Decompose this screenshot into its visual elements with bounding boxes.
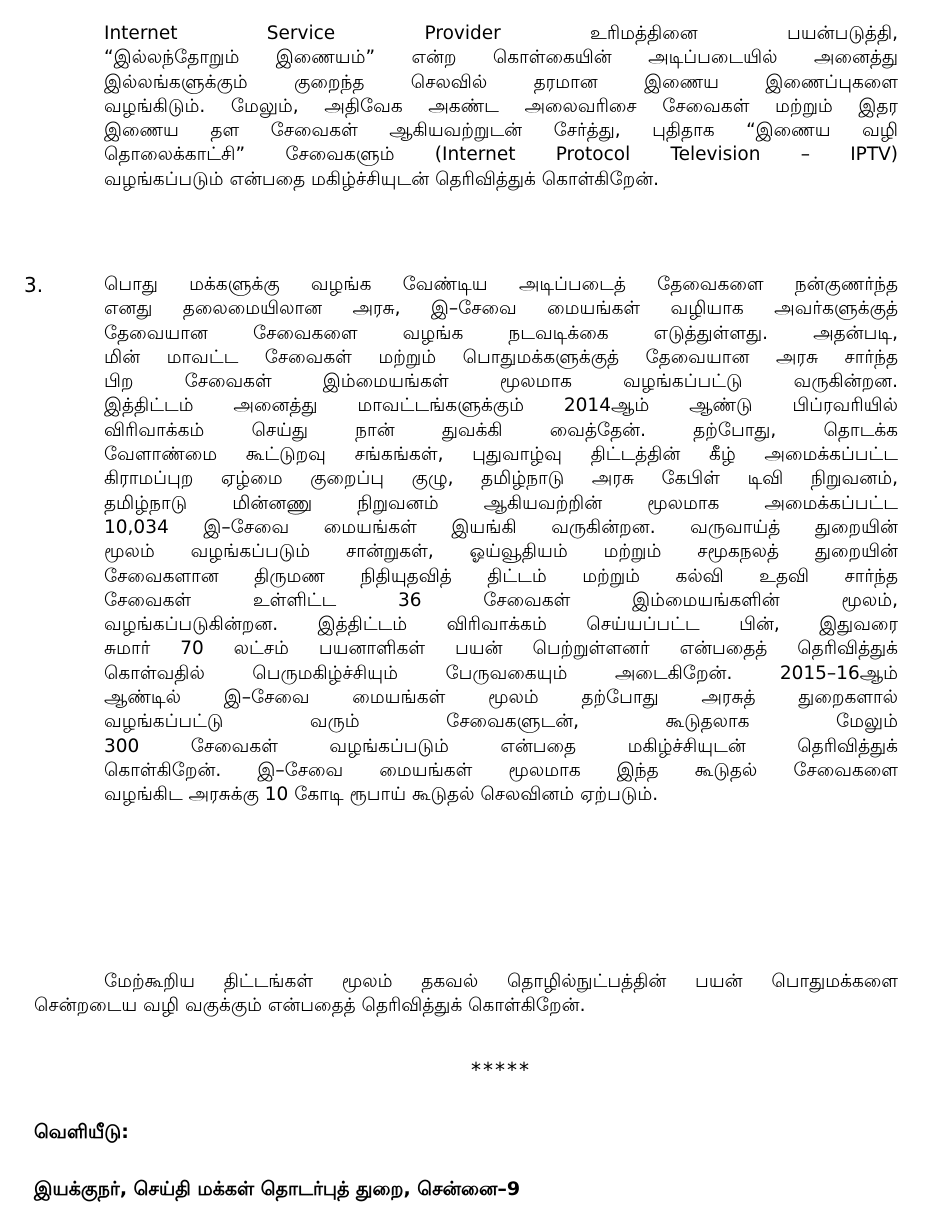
text-line: கொள்கிறேன். இ–சேவை மையங்கள் மூலமாக இந்த கூடுதல் சேவைகளை [104,759,898,781]
text-line: விரிவாக்கம் செய்து நான் துவக்கி வைத்தேன். தற்போது, தொடக்க [104,419,898,441]
text-line: “இல்லந்தோறும் இணையம்” என்ற கொள்கையின் அடிப்படையில் அனைத்து [104,47,898,69]
paragraph-internet-service [104,22,898,192]
text-line: பிற சேவைகள் இம்மையங்கள் மூலமாக வழங்கப்பட்டு வருகின்றன. [104,371,898,393]
text-line: தேவையான சேவைகளை வழங்க நடவடிக்கை எடுத்துள்ளது. அதன்படி, [104,322,898,344]
text-line: வழங்கிட அரசுக்கு 10 கோடி ரூபாய் கூடுதல் செலவினம் ஏற்படும். [104,784,659,806]
paragraph-conclusion [34,970,898,1019]
text-line: ஆண்டில் இ–சேவை மையங்கள் மூலம் தற்போது அரசுத் துறைகளால் [104,687,898,709]
text-line: வழங்கப்படும் என்பதை மகிழ்ச்சியுடன் தெரிவித்துக் கொள்கிறேன். [104,168,660,190]
release-issuer: இயக்குநர், செய்தி மக்கள் தொடர்புத் துறை, சென்னை–9 [34,1178,521,1200]
text-line: சேவைகளான திருமண நிதியுதவித் திட்டம் மற்றும் கல்வி உதவி சார்ந்த [104,565,898,587]
text-line: சுமார் 70 லட்சம் பயனாளிகள் பயன் பெற்றுள்ளனர் என்பதைத் தெரிவித்துக் [104,638,898,660]
text-line: இத்திட்டம் அனைத்து மாவட்டங்களுக்கும் 2014ஆம் ஆண்டு பிப்ரவரியில் [104,395,898,417]
text-line: Internet Service Provider உரிமத்தினை பயன்படுத்தி, [104,23,898,44]
text-line: கிராமப்புற ஏழ்மை குறைப்பு குழு, தமிழ்நாடு அரசு கேபிள் டிவி நிறுவனம், [104,468,898,490]
text-line: இல்லங்களுக்கும் குறைந்த செலவில் தரமான இணைய இணைப்புகளை [104,71,898,93]
text-line: வழங்கப்பட்டு வரும் சேவைகளுடன், கூடுதலாக மேலும் [104,711,898,733]
text-line: வழங்கப்படுகின்றன. இத்திட்டம் விரிவாக்கம் செய்யப்பட்ட பின், இதுவரை [104,614,898,636]
text-line: மேற்கூறிய திட்டங்கள் மூலம் தகவல் தொழில்நுட்பத்தின் பயன் பொதுமக்களை [104,971,898,992]
release-label: வெளியீடு: [34,1121,129,1143]
paragraph-number: 3. [24,273,44,297]
text-line: தொலைக்காட்சி” சேவைகளும் (Internet Protocol Television – IPTV) [104,144,898,166]
section-separator: ***** [471,1058,531,1082]
text-line: வேளாண்மை கூட்டுறவு சங்கங்கள், புதுவாழ்வு திட்டத்தின் கீழ் அமைக்கப்பட்ட [104,444,898,466]
text-line: தமிழ்நாடு மின்னணு நிறுவனம் ஆகியவற்றின் மூலமாக அமைக்கப்பட்ட [104,492,898,514]
text-line: இணைய தள சேவைகள் ஆகியவற்றுடன் சேர்த்து, புதிதாக “இணைய வழி [104,120,898,142]
text-line: 300 சேவைகள் வழங்கப்படும் என்பதை மகிழ்ச்சியுடன் தெரிவித்துக் [104,735,898,757]
text-line: மூலம் வழங்கப்படும் சான்றுகள், ஓய்வூதியம் மற்றும் சமூகநலத் துறையின் [104,541,898,563]
text-line: சேவைகள் உள்ளிட்ட 36 சேவைகள் இம்மையங்களின் மூலம், [104,589,898,611]
paragraph-e-sevai [104,273,898,808]
text-line: மின் மாவட்ட சேவைகள் மற்றும் பொதுமக்களுக்குத் தேவையான அரசு சார்ந்த [104,346,898,368]
text-line: 10,034 இ–சேவை மையங்கள் இயங்கி வருகின்றன. வருவாய்த் துறையின் [104,516,898,538]
text-line: கொள்வதில் பெருமகிழ்ச்சியும் பேருவகையும் அடைகிறேன். 2015–16ஆம் [104,662,898,684]
text-line: பொது மக்களுக்கு வழங்க வேண்டிய அடிப்படைத் தேவைகளை நன்குணர்ந்த [104,274,898,295]
text-line: வழங்கிடும். மேலும், அதிவேக அகண்ட அலைவரிசை சேவைகள் மற்றும் இதர [104,95,898,117]
text-line: சென்றடைய வழி வகுக்கும் என்பதைத் தெரிவித்துக் கொள்கிறேன். [34,995,586,1017]
text-line: எனது தலைமையிலான அரசு, இ–சேவை மையங்கள் வழியாக அவர்களுக்குத் [104,298,898,320]
